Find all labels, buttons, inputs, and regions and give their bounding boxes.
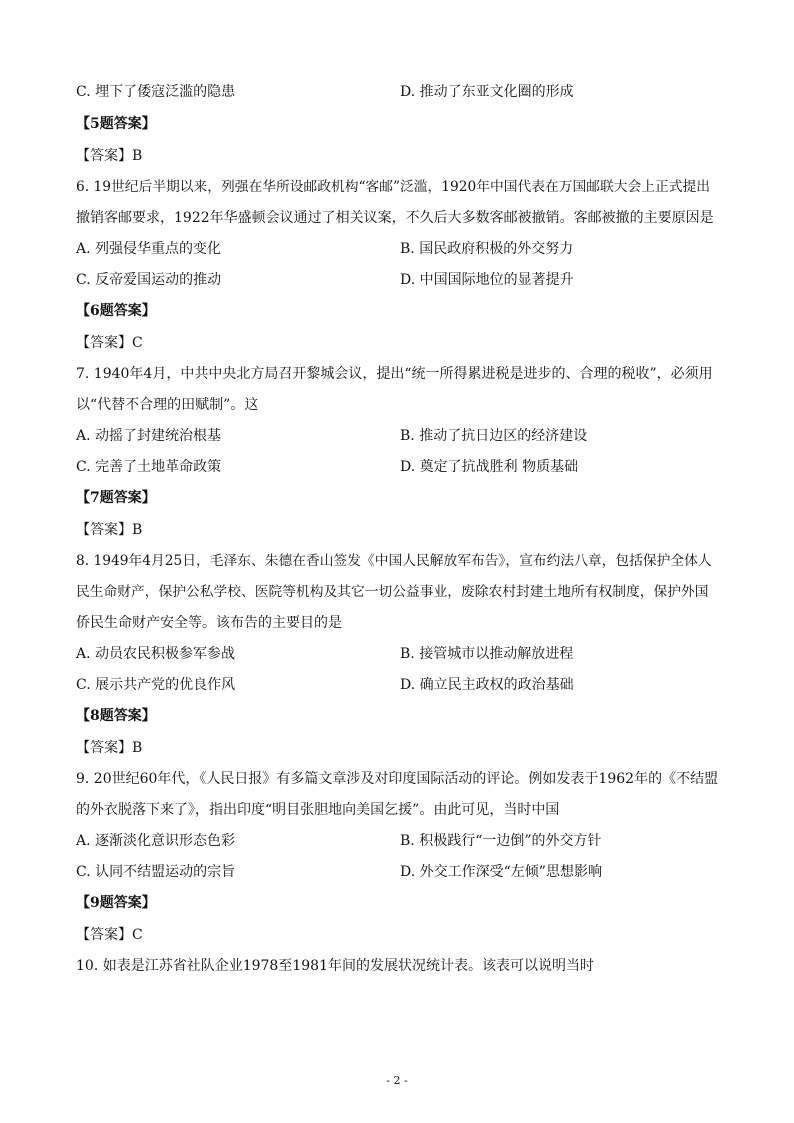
q8-stem-line1: 8. 1949年4月25日，毛泽东、朱德在香山签发《中国人民解放军布告》，宣布约法八章，包括保护全体人 <box>76 553 712 569</box>
q7-option-b: B. 推动了抗日边区的经济建设 <box>400 428 588 444</box>
q6-stem-line2: 撤销客邮要求，1922年华盛顿会议通过了相关议案，不久后大多数客邮被撤销。客邮被撤的主要原因是 <box>76 210 714 226</box>
q5-option-c: C. 埋下了倭寇泛滥的隐患 <box>76 84 236 100</box>
q9-answer-header: 【9题答案】 <box>76 895 156 911</box>
q8-option-d: D. 确立民主政权的政治基础 <box>400 677 574 693</box>
q9-option-b: B. 积极践行“一边倒”的外交方针 <box>400 833 602 849</box>
q9-option-a: A. 逐渐淡化意识形态色彩 <box>76 833 236 849</box>
q7-stem-line1: 7. 1940年4月，中共中央北方局召开黎城会议，提出“统一所得累进税是进步的、合理的税收”，必须用 <box>76 366 713 382</box>
q9-option-d: D. 外交工作深受“左倾”思想影响 <box>400 864 602 880</box>
q7-option-c: C. 完善了土地革命政策 <box>76 459 222 475</box>
q6-option-c: C. 反帝爱国运动的推动 <box>76 272 222 288</box>
q5-option-d: D. 推动了东亚文化圈的形成 <box>400 84 574 100</box>
q9-stem-line1: 9. 20世纪60年代，《人民日报》有多篇文章涉及对印度国际活动的评论。例如发表于1962年的《不结盟 <box>76 771 719 787</box>
q7-answer-header: 【7题答案】 <box>76 490 156 506</box>
q8-answer: 【答案】B <box>76 740 143 756</box>
q6-option-b: B. 国民政府积极的外交努力 <box>400 241 574 257</box>
q6-answer: 【答案】C <box>76 335 143 351</box>
q7-answer: 【答案】B <box>76 522 143 538</box>
q5-answer-header: 【5题答案】 <box>76 116 156 132</box>
q9-option-c: C. 认同不结盟运动的宗旨 <box>76 864 236 880</box>
q5-answer: 【答案】B <box>76 148 143 164</box>
q6-stem-line1: 6. 19世纪后半期以来，列强在华所设邮政机构“客邮”泛滥，1920年中国代表在万国邮联大会上正式提出 <box>76 179 711 195</box>
q7-option-d: D. 奠定了抗战胜利 物质基础 <box>400 459 579 475</box>
q8-option-a: A. 动员农民积极参军参战 <box>76 646 236 662</box>
q8-stem-line3: 侨民生命财产安全等。该布告的主要目的是 <box>76 615 342 631</box>
q7-stem-line2: 以“代替不合理的田赋制”。这 <box>76 397 259 413</box>
q10-stem-line1: 10. 如表是江苏省社队企业1978至1981年间的发展状况统计表。该表可以说明当时 <box>76 958 594 974</box>
q8-option-b: B. 接管城市以推动解放进程 <box>400 646 574 662</box>
q6-option-d: D. 中国国际地位的显著提升 <box>400 272 574 288</box>
q8-option-c: C. 展示共产党的优良作风 <box>76 677 236 693</box>
q6-answer-header: 【6题答案】 <box>76 303 156 319</box>
q7-option-a: A. 动摇了封建统治根基 <box>76 428 222 444</box>
q9-answer: 【答案】C <box>76 927 143 943</box>
q9-stem-line2: 的外衣脱落下来了》，指出印度“明目张胆地向美国乞援”。由此可见，当时中国 <box>76 802 560 818</box>
q6-option-a: A. 列强侵华重点的变化 <box>76 241 222 257</box>
q8-stem-line2: 民生命财产，保护公私学校、医院等机构及其它一切公益事业，废除农村封建土地所有权制度，保护外国 <box>76 584 709 600</box>
page-number: - 2 - <box>386 1074 408 1087</box>
q8-answer-header: 【8题答案】 <box>76 708 156 724</box>
